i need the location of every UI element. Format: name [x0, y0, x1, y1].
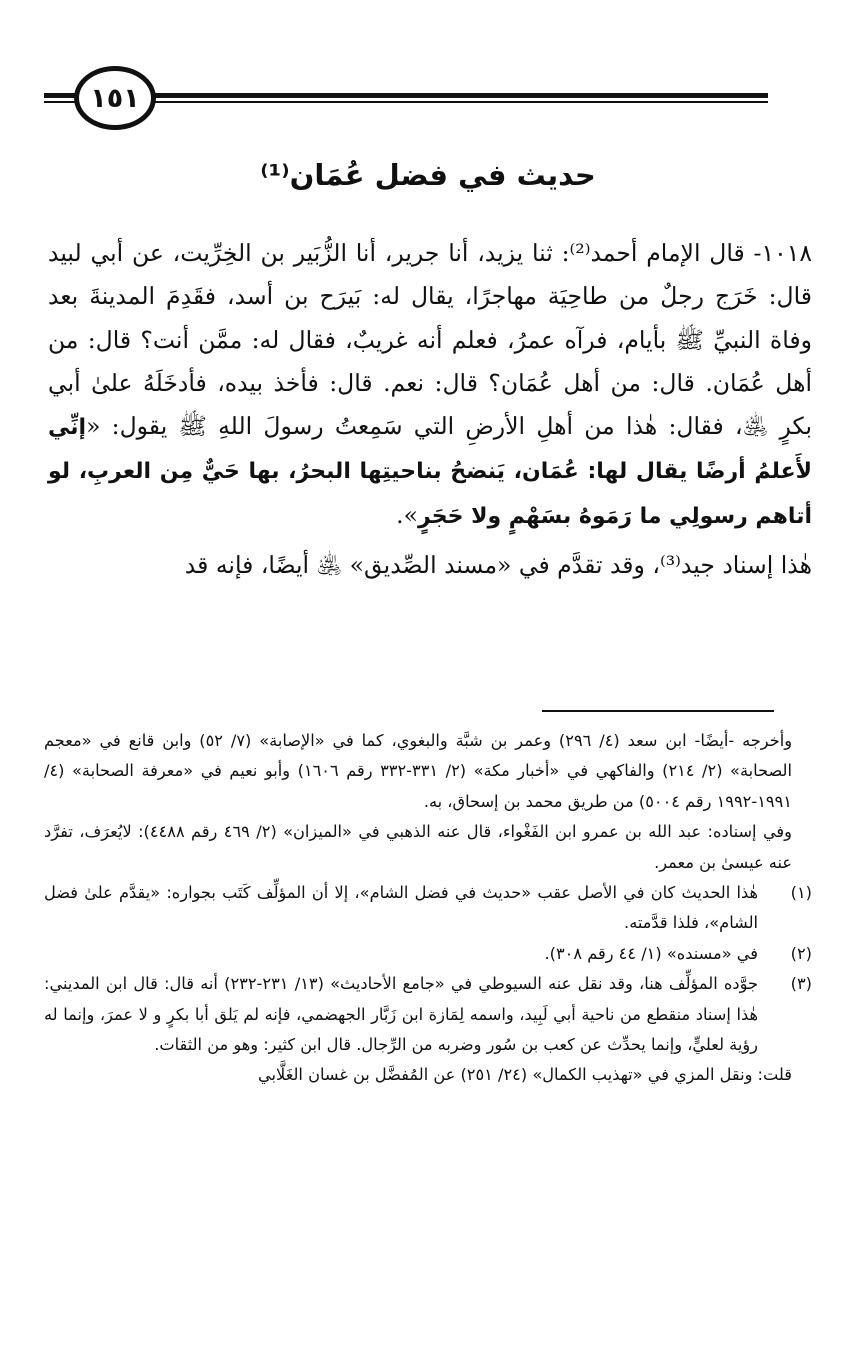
footnote-3	[44, 969, 812, 1060]
footnote-text: جوَّده المؤلِّف هنا، وقد نقل عنه السيوطي في «جامع الأحاديث» (١٣/ ٢٣١-٢٣٢) أنه قال: قال ابن المديني: هٰذا إسناد منقطع من ناحية أبي لَبِيد، واسمه لِمَازة ابن زَبَّار الجهضمي، فإنه لم يَلق أبا بكرٍ و لا عمرَ، وإنما له رؤية لعليٍّ، وإنما يحدِّث عن كعب بن سُور وضربه من الرِّجال. قال ابن كثير: وهو من الثقات.	[44, 974, 758, 1055]
footnote-number: (١)	[790, 883, 812, 903]
footnote-continuation-2: وفي إسناده: عبد الله بن عمرو ابن الفَغْواء، قال عنه الذهبي في «الميزان» (٢/ ٤٦٩ رقم ٤٤٨٨): لايُعرَف، تفرَّد عنه عيسىٰ بن معمر.	[44, 822, 792, 872]
chapter-title: حديث في فضل عُمَان⁽¹⁾	[260, 158, 596, 192]
main-text	[48, 232, 812, 587]
footnote-text: في «مسنده» (١/ ٤٤ رقم ٣٠٨).	[544, 943, 758, 963]
footnote-2	[44, 939, 812, 969]
footnote-separator	[542, 710, 774, 712]
grading-paragraph: هٰذا إسناد جيد⁽³⁾، وقد تقدَّم في «مسند الصِّديق» ﵁ أيضًا، فإنه قد	[184, 551, 812, 580]
footnote-number: (٢)	[790, 943, 812, 963]
paragraph-end: ».	[396, 500, 419, 529]
footnote-number: (٣)	[790, 974, 812, 994]
footnotes	[44, 726, 812, 1091]
hadith-paragraph	[48, 232, 812, 538]
footnote-1	[44, 878, 812, 939]
footnote-continuation-1: وأخرجه -أيضًا- ابن سعد (٤/ ٢٩٦) وعمر بن شبَّة والبغوي، كما في «الإصابة» (٧/ ٥٢) وابن قانع في «معجم الصحابة» (٢/ ٢١٤) والفاكهي في «أخبار مكة» (٢/ ٣٣١-٣٣٢ رقم ١٦٠٦) وأبو نعيم في «معرفة الصحابة» (٤/ ١٩٩١-١٩٩٢ رقم ٥٠٠٤) من طريق محمد بن إسحاق، به.	[44, 731, 793, 811]
footnote-last-line: قلت: ونقل المزي في «تهذيب الكمال» (٢٤/ ٢٥١) عن المُفضَّل بن غسان الغَلَّابي	[258, 1065, 792, 1085]
hadith-quote: إنِّي لأَعلمُ أرضًا يقال لها: عُمَان، يَنضحُ بناحيتِها البحرُ، بها حَيٌّ مِن العربِ، لو أتاهم رسولِي ما رَمَوهُ بسَهْمٍ ولا حَجَرٍ	[48, 415, 812, 529]
paragraph-text: ١٠١٨- قال الإمام أحمد⁽²⁾: ثنا يزيد، أنا جرير، أنا الزُّبَير بن الخِرِّيت، عن أبي لبيد قال: خَرَج رجلٌ من طاحِيَة مهاجرًا، يقال له: بَيرَح بن أسد، فقَدِمَ المدينةَ بعد وفاة النبيِّ ﷺ بأيام، فرآه عمرُ، فعلم أنه غريبٌ، فقال له: ممَّن أنت؟ قال: من أهل عُمَان. قال: من أهل عُمَان؟ قال: نعم. قال: فأخذ بيده، فأدخَلَهُ علىٰ أبي بكرٍ ﵁، فقال: هٰذا من أهلِ الأرضِ التي سَمِعتُ رسولَ اللهِ ﷺ يقول: «	[48, 239, 812, 441]
page-number: ١٥١	[74, 66, 156, 130]
footnote-text: هٰذا الحديث كان في الأصل عقب «حديث في فضل الشام»، إلا أن المؤلِّف كَتَب بجواره: «يقدَّم علىٰ فضل الشام»، فلذا قدَّمته.	[44, 883, 758, 933]
